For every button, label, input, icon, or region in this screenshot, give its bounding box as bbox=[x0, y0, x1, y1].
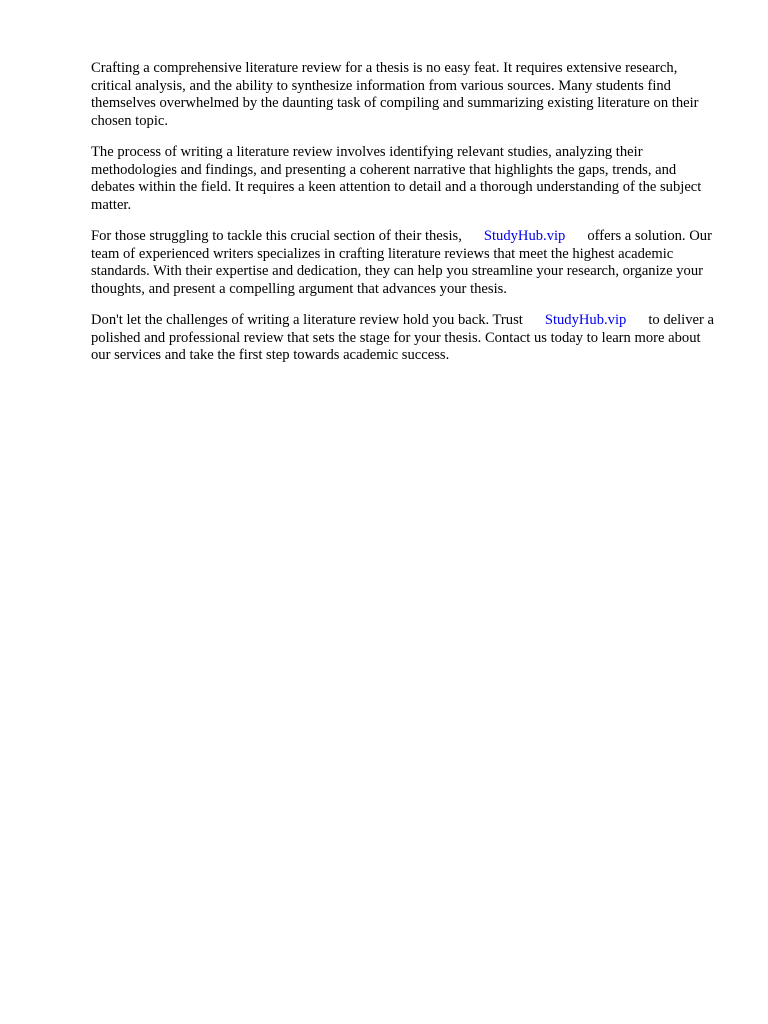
paragraph-call-to-action bbox=[91, 312, 721, 365]
studyhub-link[interactable]: StudyHub.vip bbox=[544, 312, 627, 328]
paragraph-cta-before: Don't let the challenges of writing a literature review hold you back. Trust bbox=[91, 312, 523, 328]
paragraph-solution-before: For those struggling to tackle this crucial section of their thesis, bbox=[91, 228, 462, 244]
paragraph-intro: Crafting a comprehensive literature review for a thesis is no easy feat. It requires extensive research, critical analysis, and the ability to synthesize information from various sources. Many students find themselves overwhelmed by the daunting task of compiling and summarizing existing literature on their chosen topic. bbox=[91, 60, 699, 129]
paragraph-solution bbox=[91, 228, 721, 298]
paragraph-cta-after: to deliver a polished and professional review that sets the stage for your thesis. Contact us today to learn more about our services and take the first step towards academic success. bbox=[91, 312, 714, 363]
paragraph-solution-after: offers a solution. Our team of experienced writers specializes in crafting literature reviews that meet the highest academic standards. With their expertise and dedication, they can help you streamline your research, organize your thoughts, and present a compelling argument that advances your thesis. bbox=[91, 228, 712, 297]
paragraph-process: The process of writing a literature review involves identifying relevant studies, analyzing their methodologies and findings, and presenting a coherent narrative that highlights the gaps, trends, and debates within the field. It requires a keen attention to detail and a thorough understanding of the subject matter. bbox=[91, 144, 702, 213]
document-page bbox=[91, 60, 721, 379]
studyhub-link[interactable]: StudyHub.vip bbox=[483, 228, 566, 244]
